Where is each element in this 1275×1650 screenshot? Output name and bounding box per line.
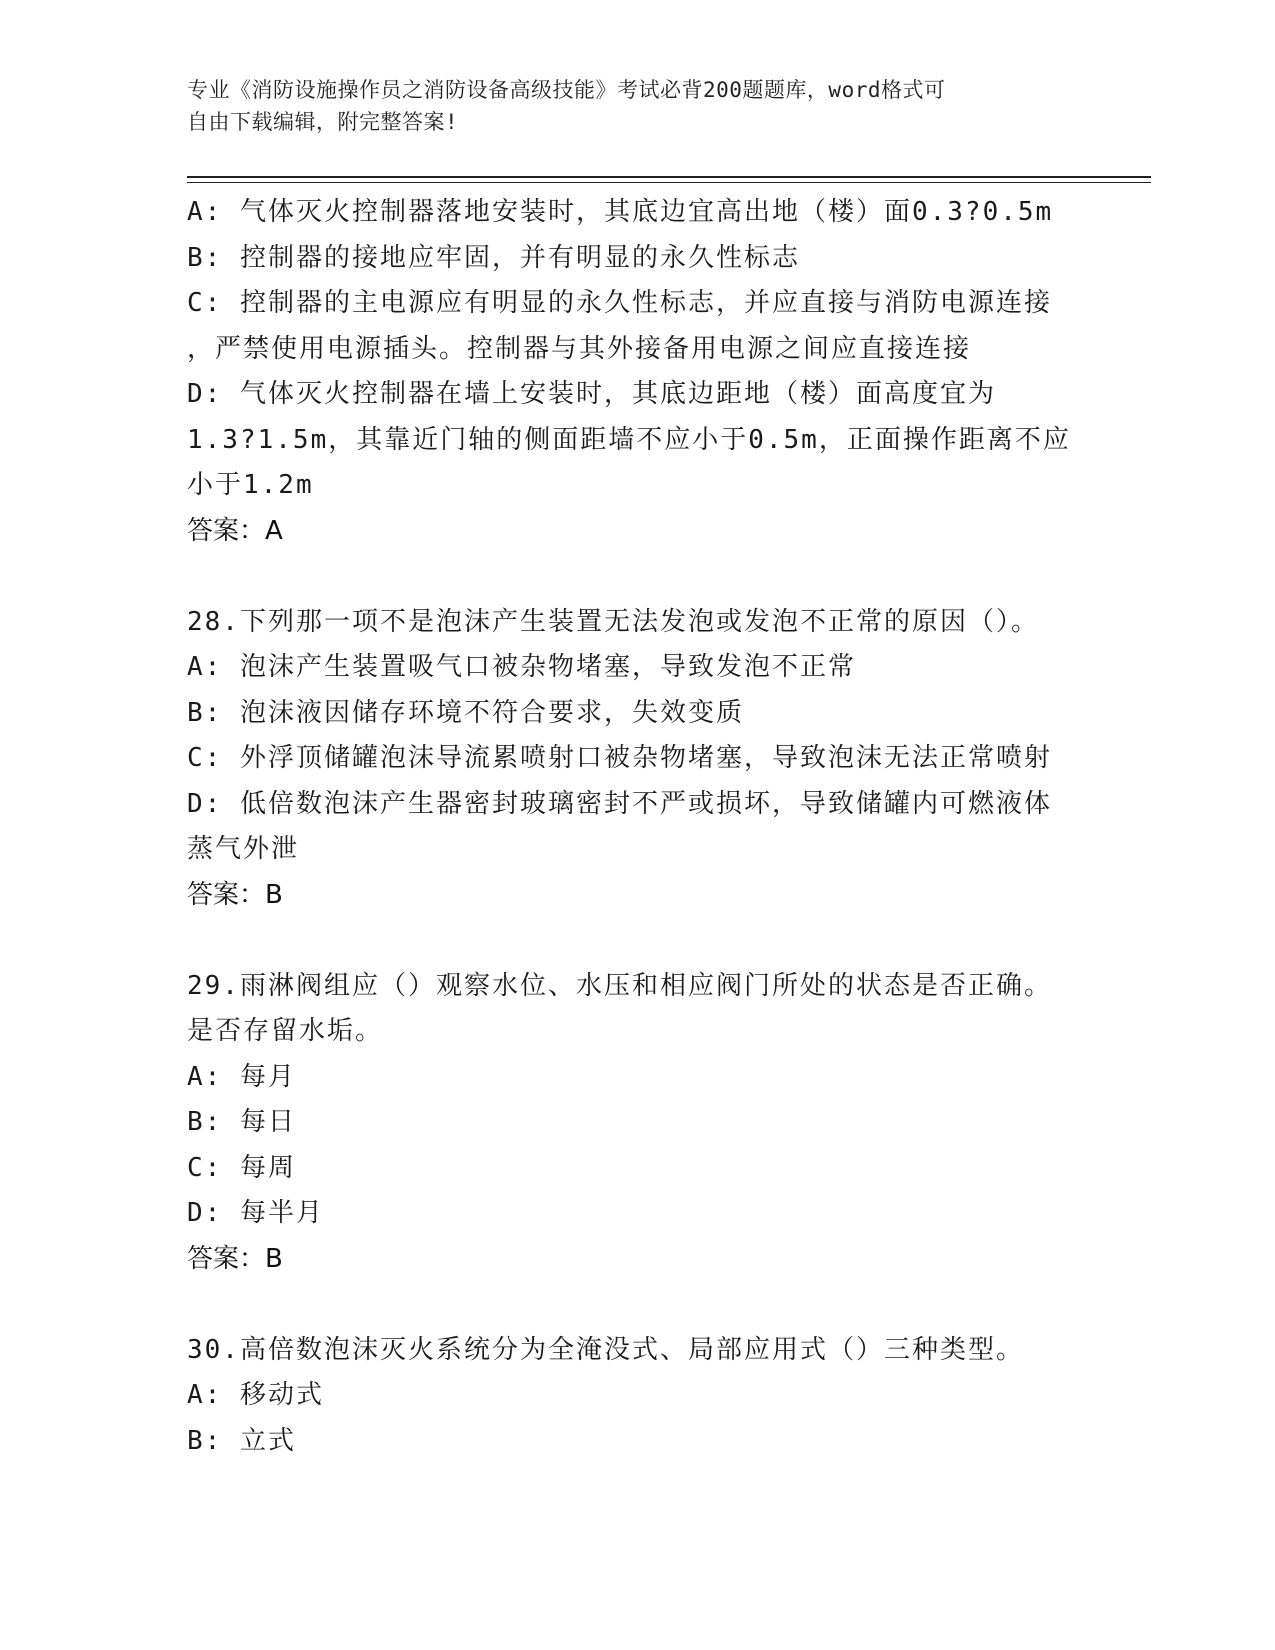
option-b: B: 控制器的接地应牢固，并有明显的永久性标志 [187,242,800,273]
header-divider-thick [187,176,1151,178]
answer-label: 答案：A [187,515,283,546]
option-d-continued: 蒸气外泄 [187,834,300,864]
question-27-fragment [187,190,1087,554]
option-a: A: 移动式 [187,1380,324,1410]
question-list [187,190,1087,1464]
question-stem: 30.高倍数泡沫灭火系统分为全淹没式、局部应用式（）三种类型。 [187,1334,1024,1365]
option-c: C: 控制器的主电源应有明显的永久性标志，并应直接与消防电源连接 [187,288,1052,318]
option-d-continued-2: 小于1.2m [187,470,314,500]
question-spacer [187,918,1087,964]
option-c-continued: ，严禁使用电源插头。控制器与其外接备用电源之间应直接连接 [187,333,972,364]
question-spacer [187,1282,1087,1328]
option-d: D: 每半月 [187,1198,324,1228]
option-d-continued: 1.3?1.5m，其靠近门轴的侧面距墙不应小于0.5m，正面操作距离不应 [187,424,1071,455]
question-30 [187,1328,1087,1465]
question-29 [187,964,1087,1283]
option-c: C: 外浮顶储罐泡沫导流累喷射口被杂物堵塞，导致泡沫无法正常喷射 [187,743,1052,773]
option-a: A: 泡沫产生装置吸气口被杂物堵塞，导致发泡不正常 [187,652,856,682]
option-a: A: 每月 [187,1061,296,1092]
question-28 [187,600,1087,919]
option-c: C: 每周 [187,1152,296,1183]
question-stem: 29.雨淋阀组应（）观察水位、水压和相应阀门所处的状态是否正确。 [187,970,1052,1001]
header-divider-thin [187,182,1151,183]
option-d: D: 气体灭火控制器在墙上安装时，其底边距地（楼）面高度宜为 [187,379,996,409]
option-a: A: 气体灭火控制器落地安装时，其底边宜高出地（楼）面0.3?0.5m [187,197,1054,227]
question-spacer [187,554,1087,600]
option-d: D: 低倍数泡沫产生器密封玻璃密封不严或损坏，导致储罐内可燃液体 [187,788,1052,819]
option-b: B: 立式 [187,1425,296,1456]
option-b: B: 泡沫液因储存环境不符合要求，失效变质 [187,697,744,728]
header-title-line1: 专业《消防设施操作员之消防设备高级技能》考试必背200题题库，word格式可 [187,78,946,102]
answer-label: 答案：B [187,879,283,910]
question-stem: 28.下列那一项不是泡沫产生装置无法发泡或发泡不正常的原因（）。 [187,606,1039,637]
answer-label: 答案：B [187,1243,283,1274]
question-stem-continued: 是否存留水垢。 [187,1016,384,1046]
header-title-line2: 自由下载编辑，附完整答案! [187,110,459,134]
option-b: B: 每日 [187,1107,296,1137]
document-header [187,74,1067,138]
